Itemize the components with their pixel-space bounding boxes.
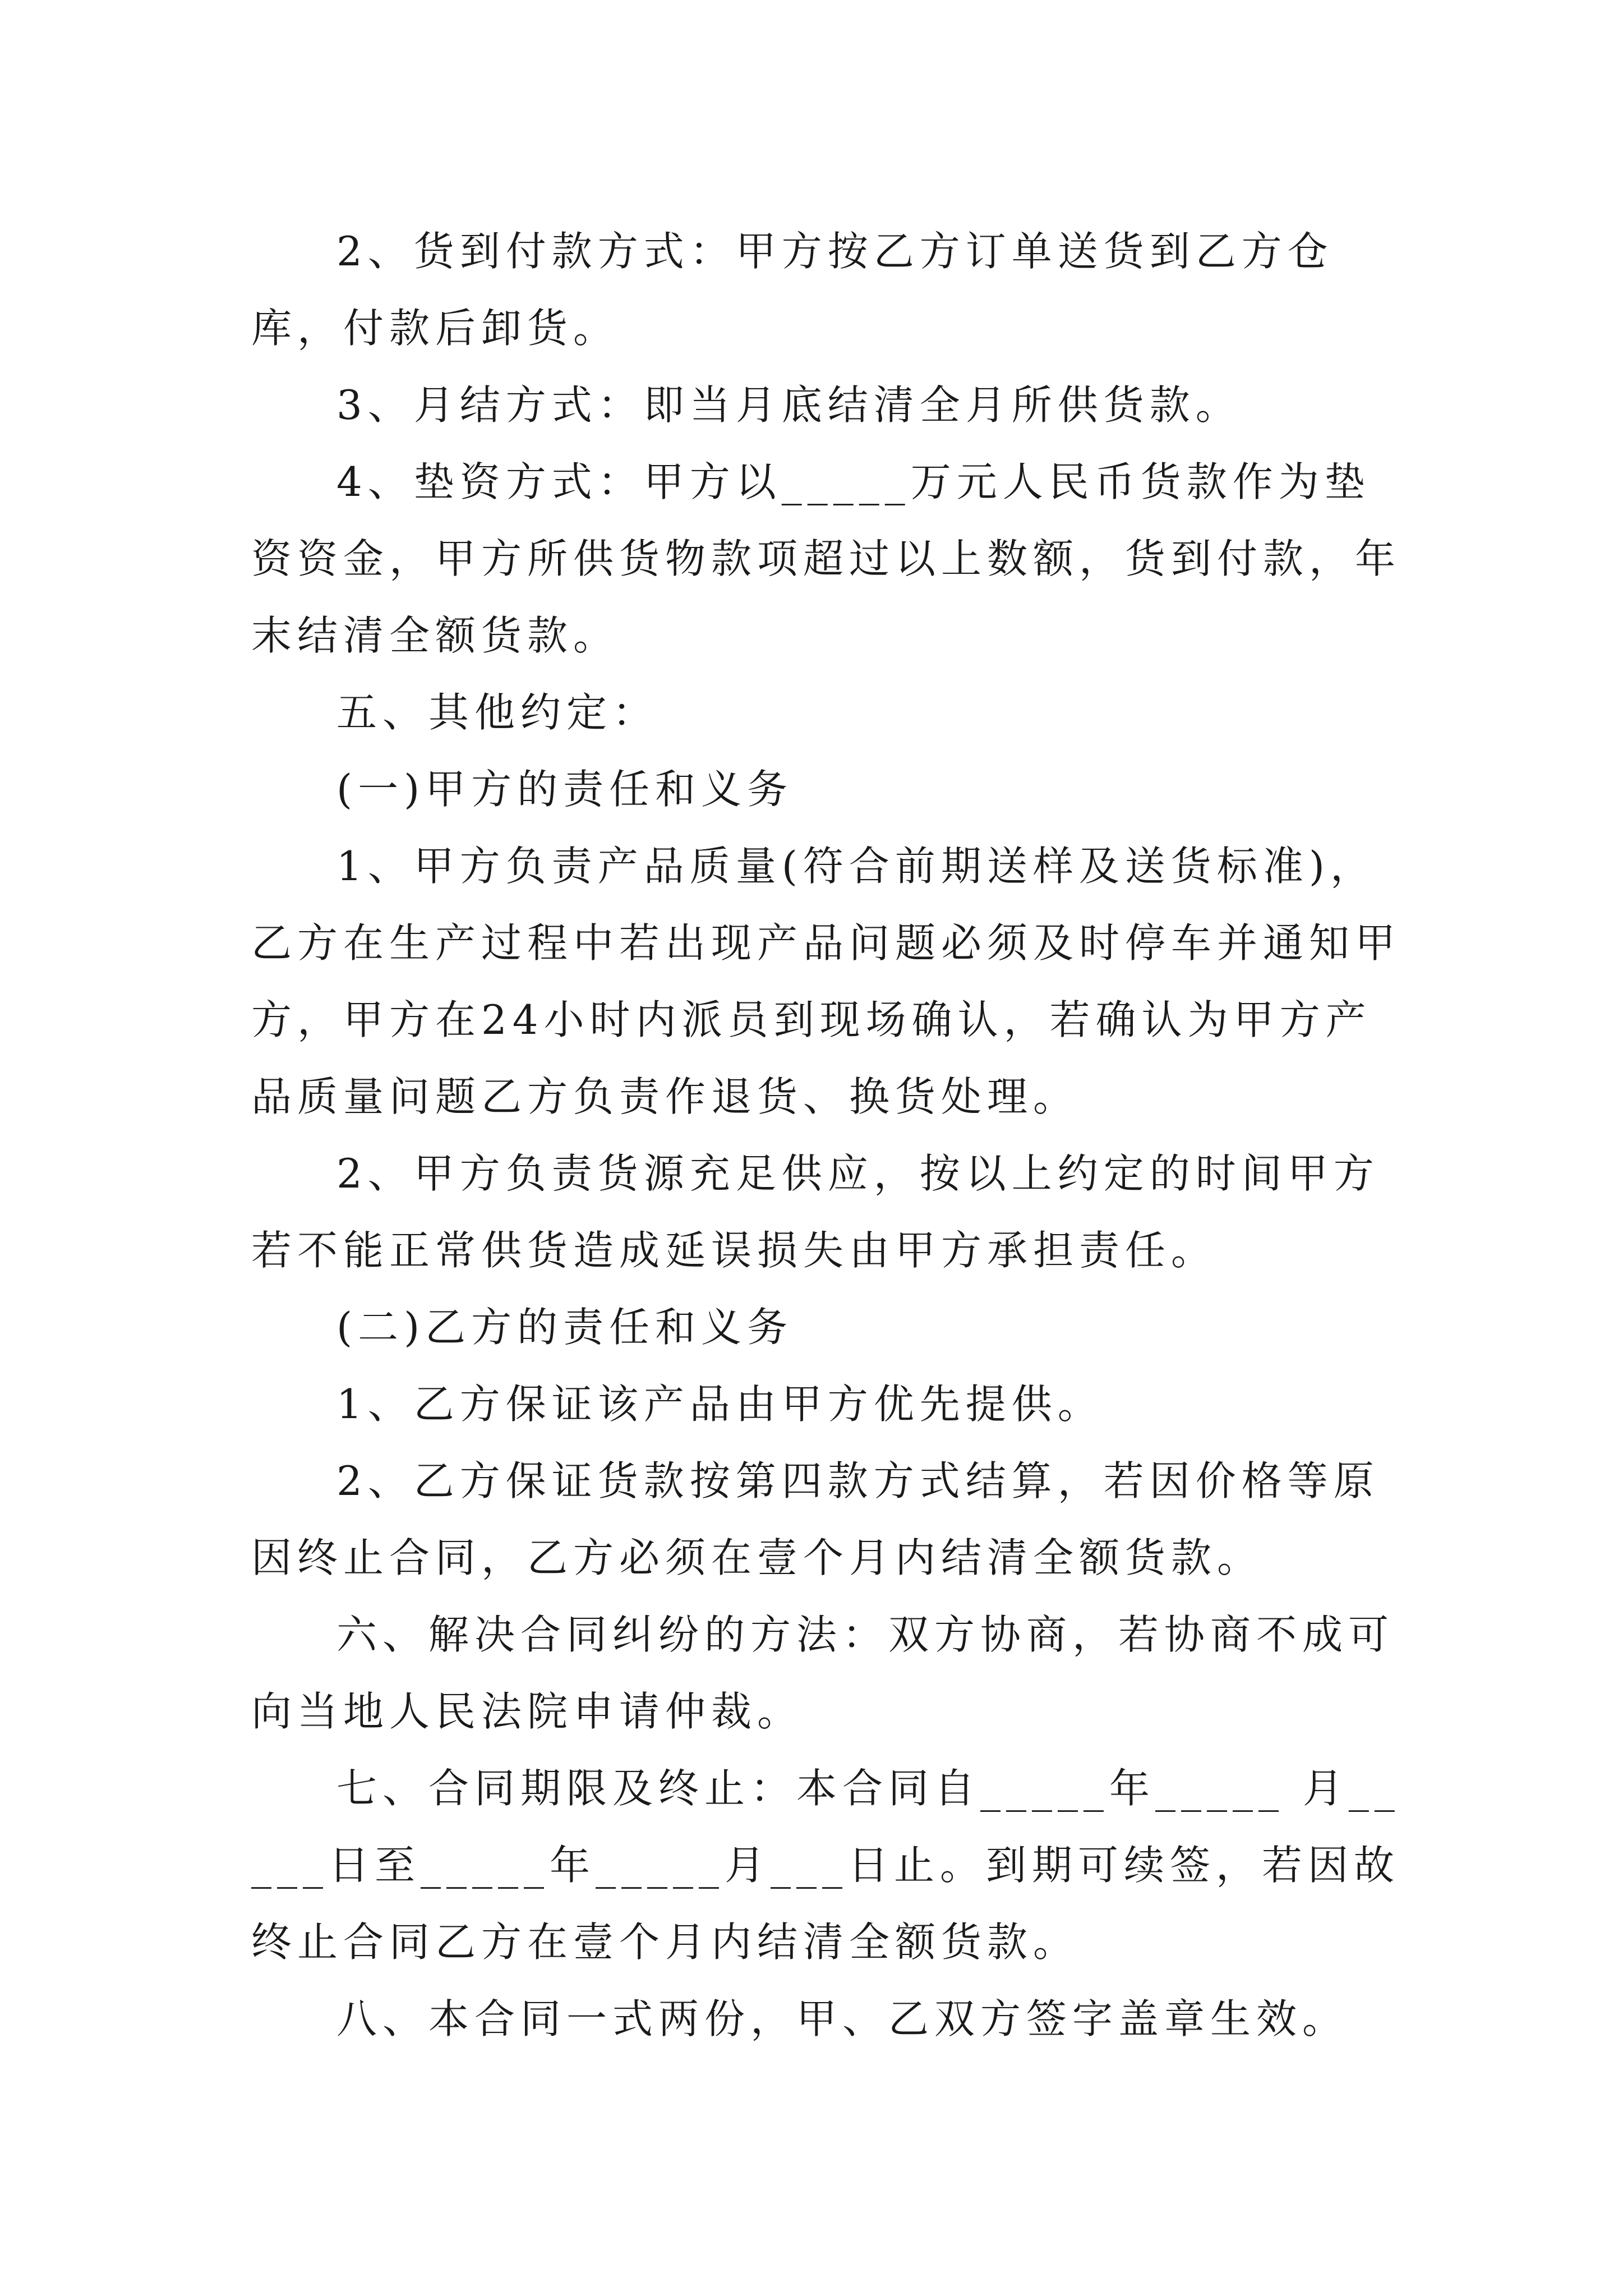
clause-party-b-settlement: 2、乙方保证货款按第四款方式结算，若因价格等原因终止合同，乙方必须在壹个月内结清全额货款。 (251, 1457, 1380, 1581)
subheading-party-a-duties: (一)甲方的责任和义务 (336, 766, 794, 813)
clause-copies-effect: 八、本合同一式两份，甲、乙双方签字盖章生效。 (336, 1995, 1349, 2042)
clause-payment-on-delivery: 2、货到付款方式：甲方按乙方订单送货到乙方仓库，付款后卸货。 (251, 228, 1334, 352)
clause-party-a-quality: 1、甲方负责产品质量(符合前期送样及送货标准)，乙方在生产过程中若出现产品问题必须及时停车并通知甲方，甲方在24小时内派员到现场确认，若确认为甲方产品质量问题乙方负责作退货、换货处理。 (251, 843, 1401, 1120)
clause-dispute-resolution: 六、解决合同纠纷的方法：双方协商，若协商不成可向当地人民法院申请仲裁。 (251, 1611, 1395, 1735)
clause-party-b-priority: 1、乙方保证该产品由甲方优先提供。 (336, 1381, 1104, 1428)
clause-contract-term: 七、合同期限及终止：本合同自_____年_____ 月_____日至_____年_____月___日止。到期可续签，若因故终止合同乙方在壹个月内结清全额货款。 (251, 1765, 1400, 1966)
clause-advance-payment: 4、垫资方式：甲方以_____万元人民币货款作为垫资资金，甲方所供货物款项超过以上数额，货到付款，年末结清全额货款。 (251, 458, 1401, 659)
section-heading-other-terms: 五、其他约定： (336, 689, 659, 736)
clause-party-a-supply: 2、甲方负责货源充足供应，按以上约定的时间甲方若不能正常供货造成延误损失由甲方承担责任。 (251, 1150, 1380, 1274)
contract-page (251, 213, 1407, 2058)
clause-monthly-settlement: 3、月结方式：即当月底结清全月所供货款。 (336, 381, 1242, 429)
subheading-party-b-duties: (二)乙方的责任和义务 (336, 1304, 794, 1351)
